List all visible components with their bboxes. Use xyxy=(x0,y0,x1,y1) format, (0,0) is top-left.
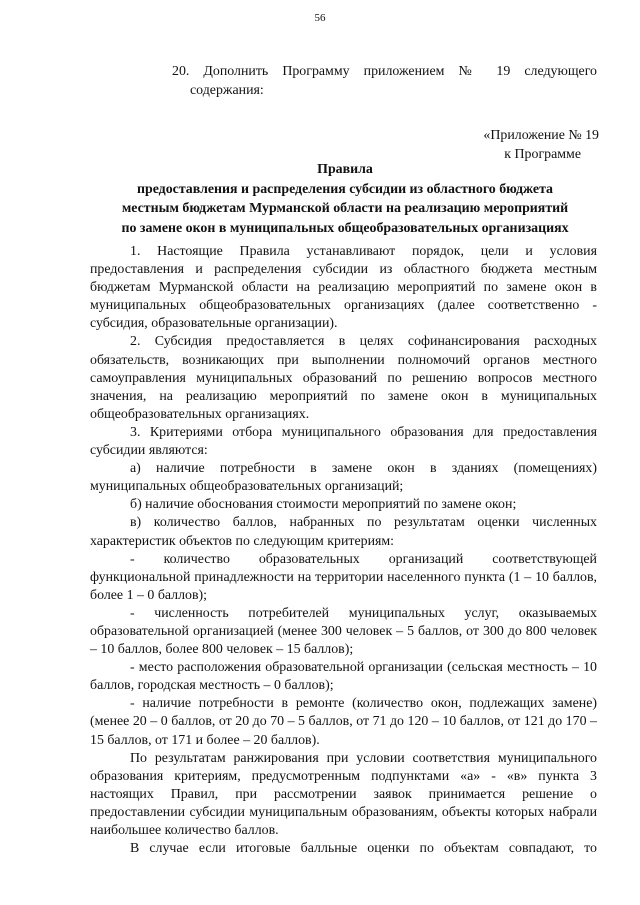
appendix-reference xyxy=(419,126,599,164)
paragraph-3a: а) наличие потребности в замене окон в зданиях (помещениях) муниципальных общеобразовательных организаций; xyxy=(90,461,597,495)
paragraph-tie: В случае если итоговые балльные оценки по объектам совпадают, то xyxy=(130,841,597,857)
appendix-line2: к Программе xyxy=(504,147,581,162)
title-line3: местным бюджетам Мурманской области на реализацию мероприятий xyxy=(121,201,569,216)
paragraph-3: 3. Критериями отбора муниципального образования для предоставления субсидии являются: xyxy=(90,424,597,459)
paragraph-ranking: По результатам ранжирования при условии соответствия муниципального образования критериям, предусмотренным подпунктами «а» - «в» пункта 3 настоящих Правил, при рассмотрении заявок принимается решение о предоставлении субсидии муниципальным образованиям, объекты которых набрали наибольшее количество баллов. xyxy=(90,750,597,838)
item-20-line1: 20. Дополнить Программу приложением № 19 следующего xyxy=(172,64,597,79)
appendix-line1: «Приложение № 19 xyxy=(483,128,599,143)
paragraph-3b: б) наличие обоснования стоимости мероприятий по замене окон; xyxy=(130,497,517,513)
title-line2: предоставления и распределения субсидии из областного бюджета xyxy=(136,181,554,197)
criterion-2: - численность потребителей муниципальных услуг, оказываемых образовательной организацией (менее 300 человек – 5 баллов, от 300 до 800 человек – 10 баллов, более 800 человек – 15 баллов); xyxy=(90,605,597,658)
page-number: 56 xyxy=(314,12,326,24)
title-line1: Правила xyxy=(317,162,373,177)
criterion-4: - наличие потребности в ремонте (количество окон, подлежащих замене) (менее 20 – 0 баллов, от 20 до 70 – 5 баллов, от 71 до 120 – 10 баллов, от 121 до 170 – 15 баллов, от 171 и более – 20 баллов). xyxy=(90,696,597,748)
paragraph-3c: в) количество баллов, набранных по результатам оценки численных характеристик объектов по следующим критериям: xyxy=(90,515,597,549)
paragraph-2: 2. Субсидия предоставляется в целях софинансирования расходных обязательств, возникающих при выполнении полномочий органов местного самоуправления муниципальных образований по решению вопросов местного значения, на реализацию мероприятий по замене окон в муниципальных общеобразовательных организациях. xyxy=(90,334,597,422)
document-body xyxy=(90,243,597,858)
document-title xyxy=(90,160,600,238)
title-line4: по замене окон в муниципальных общеобразовательных организациях xyxy=(121,220,569,236)
paragraph-1: 1. Настоящие Правила устанавливают порядок, цели и условия предоставления и распределения субсидии из областного бюджета местным бюджетам Мурманской области на реализацию мероприятий по замене окон в муниципальных общеобразовательных организациях (далее соответственно - субсидия, образовательные организации). xyxy=(90,244,597,332)
criterion-1: - количество образовательных организаций соответствующей функциональной принадлежности на территории населенного пункта (1 – 10 баллов, более 1 – 0 баллов); xyxy=(90,551,597,603)
criterion-3: - место расположения образовательной организации (сельская местность – 10 баллов, городская местность – 0 баллов); xyxy=(90,660,597,694)
item-20-line2: содержания: xyxy=(190,83,264,98)
